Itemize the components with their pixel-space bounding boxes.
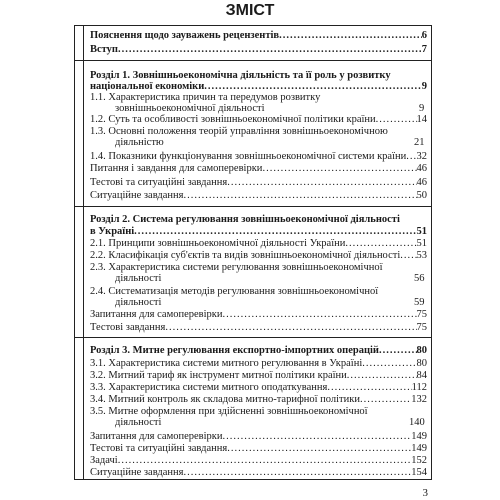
- toc-entry-text: 1.2. Суть та особливості зовнішньоекономічної політики країни: [90, 114, 376, 125]
- toc-entry-cont: діяльності: [115, 273, 162, 284]
- toc-entry[interactable]: [90, 431, 427, 442]
- toc-entry-text: Ситуаційне завдання: [90, 190, 184, 201]
- toc-entry[interactable]: [90, 322, 427, 333]
- page-number: 3: [422, 487, 428, 499]
- toc-entry-page: 154: [411, 467, 427, 478]
- toc-entry-text: 3.4. Митний контроль як складова митно-тарифної політики: [90, 394, 360, 405]
- toc-entry-page: 56: [414, 273, 425, 284]
- toc-entry[interactable]: [90, 177, 427, 188]
- toc-entry-page: 149: [411, 431, 427, 442]
- toc-entry-text: Питання і завдання для самоперевірки: [90, 163, 263, 174]
- toc-entry-page: 149: [411, 443, 427, 454]
- toc-entry-page: 53: [416, 250, 427, 261]
- toc-entry[interactable]: [90, 370, 427, 381]
- toc-entry-page: 59: [414, 297, 425, 308]
- toc-entry-page: 80: [416, 358, 427, 369]
- table-divider: [74, 337, 432, 338]
- toc-entry[interactable]: [90, 443, 427, 454]
- toc-entry-text: 1.4. Показники функціонування зовнішньоекономічної системи країни: [90, 151, 407, 162]
- toc-entry[interactable]: [90, 382, 427, 393]
- toc-entry-page: 75: [416, 309, 427, 320]
- toc-entry-page: 7: [421, 44, 427, 55]
- toc-entry-page: 6: [421, 30, 427, 41]
- toc-entry-text: 3.2. Митний тариф як інструмент митної політики країни: [90, 370, 347, 381]
- toc-entry[interactable]: [90, 467, 427, 478]
- toc-entry-text: 3.3. Характеристика системи митного оподаткування: [90, 382, 328, 393]
- section-heading-cont: [90, 226, 427, 237]
- toc-entry-page: 140: [409, 417, 425, 428]
- toc-entry-page: 75: [416, 322, 427, 333]
- section-heading[interactable]: [90, 345, 427, 356]
- toc-entry-page: 112: [411, 382, 427, 393]
- section-heading[interactable]: Розділ 1. Зовнішньоекономічна діяльність та її роль у розвитку: [90, 70, 391, 81]
- toc-entry-text: в Україні: [90, 226, 135, 237]
- toc-entry-text: Запитання для самоперевірки: [90, 309, 223, 320]
- toc-entry[interactable]: 1.1. Характеристика причин та передумов розвитку: [90, 92, 321, 103]
- toc-entry-text: Тестові та ситуаційні завдання: [90, 177, 228, 188]
- toc-entry-text: Ситуаційне завдання: [90, 467, 184, 478]
- toc-entry[interactable]: [90, 238, 427, 249]
- table-column-divider: [83, 25, 84, 480]
- toc-entry[interactable]: [90, 250, 427, 261]
- toc-entry-page: 46: [416, 177, 427, 188]
- toc-entry-page: 9: [421, 81, 427, 92]
- toc-entry[interactable]: [90, 358, 427, 369]
- section-heading-cont: [90, 81, 427, 92]
- toc-entry-page: 80: [416, 345, 427, 356]
- toc-entry-text: Задачі: [90, 455, 118, 466]
- section-heading[interactable]: Розділ 2. Система регулювання зовнішньоекономічної діяльності: [90, 214, 400, 225]
- toc-entry[interactable]: [90, 151, 427, 162]
- toc-entry-page: 50: [416, 190, 427, 201]
- toc-entry-page: 21: [414, 137, 425, 148]
- toc-entry-text: Вступ: [90, 44, 118, 55]
- table-divider: [74, 60, 432, 61]
- toc-entry-page: 84: [416, 370, 427, 381]
- toc-entry[interactable]: 3.5. Митне оформлення при здійсненні зовнішньоекономічної: [90, 406, 368, 417]
- toc-entry-page: 51: [416, 226, 427, 237]
- toc-entry-text: національної економіки: [90, 81, 205, 92]
- toc-entry[interactable]: [90, 190, 427, 201]
- toc-entry[interactable]: 2.3. Характеристика системи регулювання зовнішньоекономічної: [90, 262, 383, 273]
- toc-entry[interactable]: [90, 114, 427, 125]
- toc-entry[interactable]: [90, 44, 427, 55]
- toc-entry-text: Запитання для самоперевірки: [90, 431, 223, 442]
- toc-entry-cont: діяльністю: [115, 137, 164, 148]
- toc-entry-page: 152: [411, 455, 427, 466]
- toc-entry-cont: зовнішньоекономічної діяльності: [115, 103, 265, 114]
- toc-entry-page: 32: [416, 151, 427, 162]
- toc-entry-text: Тестові та ситуаційні завдання: [90, 443, 228, 454]
- toc-entry[interactable]: [90, 394, 427, 405]
- toc-entry[interactable]: [90, 455, 427, 466]
- toc-entry-cont: діяльності: [115, 417, 162, 428]
- toc-entry-text: Пояснення щодо зауважень рецензентів: [90, 30, 280, 41]
- toc-entry[interactable]: 1.3. Основні положення теорій управління зовнішньоекономічною: [90, 126, 388, 137]
- toc-entry-page: 132: [411, 394, 427, 405]
- toc-entry[interactable]: [90, 309, 427, 320]
- toc-entry[interactable]: 2.4. Систематизація методів регулювання зовнішньоекономічної: [90, 286, 379, 297]
- toc-entry-text: Тестові завдання: [90, 322, 166, 333]
- page-title: ЗМІСТ: [225, 2, 275, 19]
- toc-entry-page: 9: [419, 103, 425, 114]
- toc-entry-cont: діяльності: [115, 297, 162, 308]
- toc-entry[interactable]: [90, 163, 427, 174]
- table-divider: [74, 206, 432, 207]
- toc-entry-text: Розділ 3. Митне регулювання експортно-імпортних операцій: [90, 345, 379, 356]
- toc-entry-text: 2.2. Класифікація суб'єктів та видів зовнішньоекономічної діяльності: [90, 250, 401, 261]
- toc-entry-page: 14: [416, 114, 427, 125]
- toc-entry-text: 3.1. Характеристика системи митного регулювання в Україні: [90, 358, 363, 369]
- toc-entry-page: 46: [416, 163, 427, 174]
- toc-entry[interactable]: [90, 30, 427, 41]
- toc-entry-text: 2.1. Принципи зовнішньоекономічної діяльності України: [90, 238, 346, 249]
- toc-entry-page: 51: [416, 238, 427, 249]
